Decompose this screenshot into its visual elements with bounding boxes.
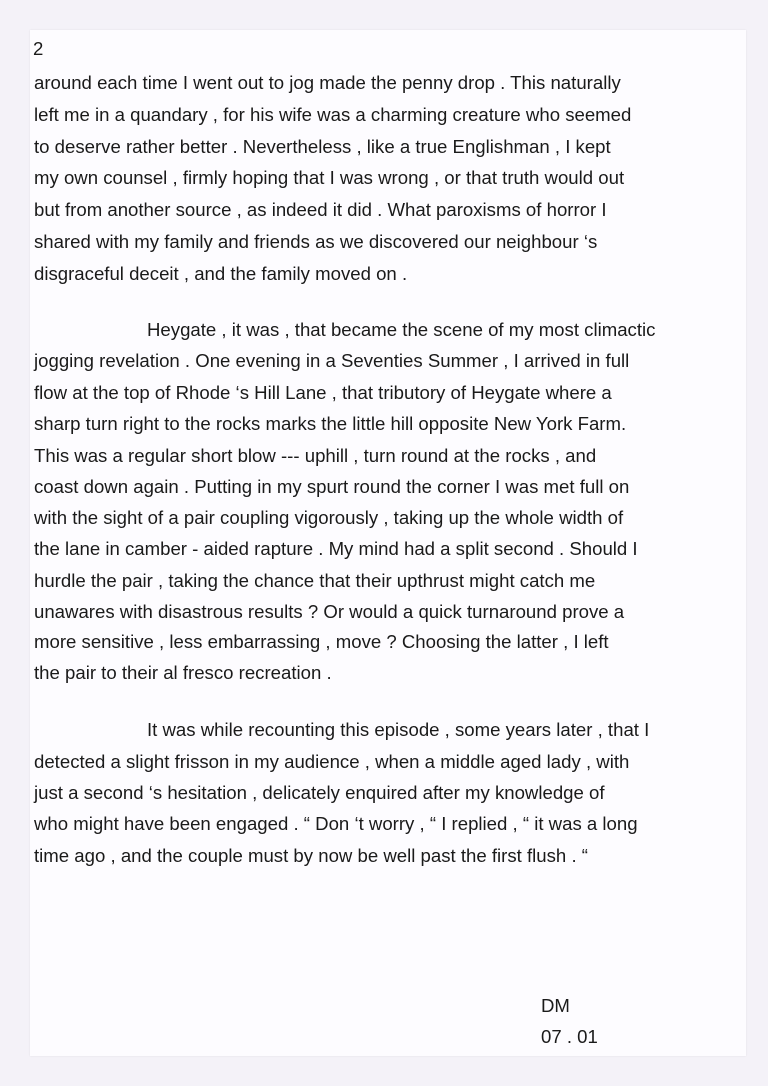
text-line: more sensitive , less embarrassing , move ? Choosing the latter , I left	[34, 631, 609, 652]
page-number: 2	[33, 38, 44, 59]
text-line: detected a slight frisson in my audience , when a middle aged lady , with	[34, 751, 630, 772]
text-line: the pair to their al fresco recreation .	[34, 662, 332, 683]
text-line: Heygate , it was , that became the scene of my most climactic	[147, 319, 656, 340]
text-line: just a second ‘s hesitation , delicately enquired after my knowledge of	[34, 782, 605, 803]
text-line: disgraceful deceit , and the family moved on .	[34, 263, 408, 284]
text-line: coast down again . Putting in my spurt round the corner I was met full on	[34, 476, 630, 497]
signature-date: 07 . 01	[541, 1026, 598, 1047]
text-line: shared with my family and friends as we discovered our neighbour ‘s	[34, 231, 598, 252]
text-line: left me in a quandary , for his wife was a charming creature who seemed	[34, 104, 632, 125]
text-line: This was a regular short blow --- uphill , turn round at the rocks , and	[34, 445, 597, 466]
text-line: sharp turn right to the rocks marks the little hill opposite New York Farm.	[34, 413, 627, 434]
text-line: unawares with disastrous results ? Or would a quick turnaround prove a	[34, 601, 625, 622]
text-line: time ago , and the couple must by now be well past the first flush . “	[34, 845, 588, 866]
text-line: It was while recounting this episode , some years later , that I	[147, 719, 650, 740]
text-line: my own counsel , firmly hoping that I was wrong , or that truth would out	[34, 167, 625, 188]
text-line: with the sight of a pair coupling vigorously , taking up the whole width of	[34, 507, 624, 528]
text-line: who might have been engaged . “ Don ‘t worry , “ I replied , “ it was a long	[34, 813, 638, 834]
text-line: the lane in camber - aided rapture . My mind had a split second . Should I	[34, 538, 638, 559]
text-line: jogging revelation . One evening in a Seventies Summer , I arrived in full	[34, 350, 630, 371]
text-line: but from another source , as indeed it did . What paroxisms of horror I	[34, 199, 607, 220]
signature-initials: DM	[541, 995, 570, 1016]
text-line: around each time I went out to jog made the penny drop . This naturally	[34, 72, 621, 93]
text-line: hurdle the pair , taking the chance that their upthrust might catch me	[34, 570, 596, 591]
text-line: flow at the top of Rhode ‘s Hill Lane , that tributory of Heygate where a	[34, 382, 612, 403]
document-page	[30, 30, 746, 1056]
text-line: to deserve rather better . Nevertheless , like a true Englishman , I kept	[34, 136, 611, 157]
